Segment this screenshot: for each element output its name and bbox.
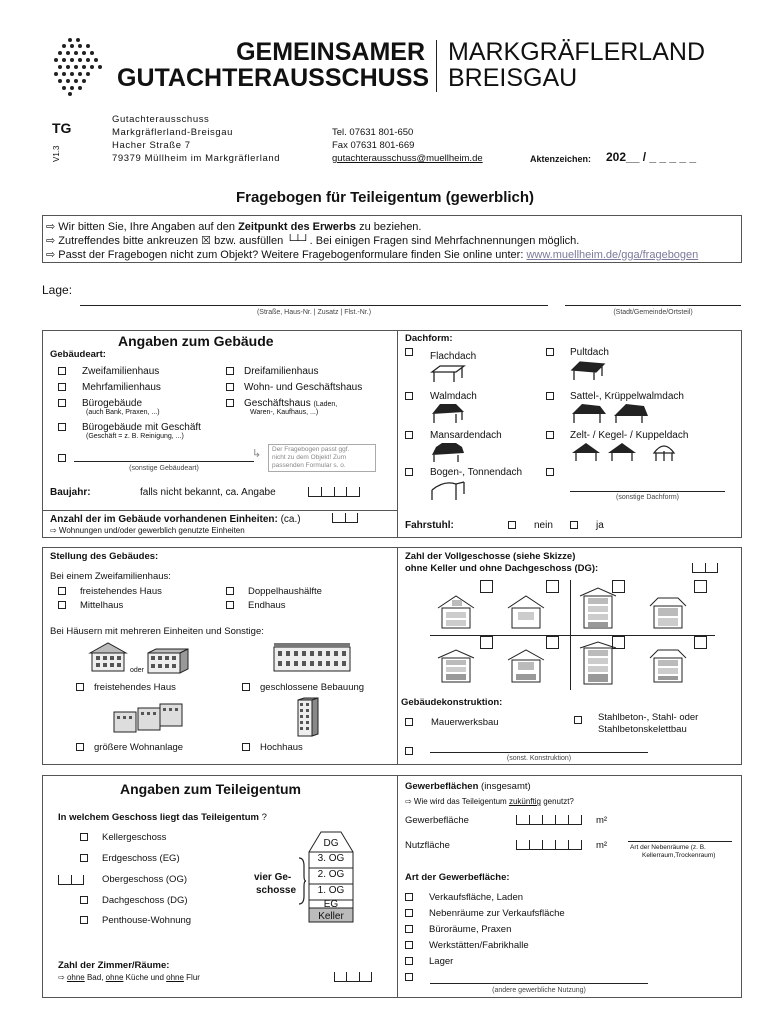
baujahr-label: Baujahr:: [50, 487, 91, 498]
section-divider: [397, 547, 398, 765]
sketch-house-2-icon: [506, 594, 546, 630]
checkbox[interactable]: [405, 909, 413, 917]
geschoss-question-mark: ?: [258, 812, 267, 823]
checkbox[interactable]: [226, 367, 234, 375]
checkbox[interactable]: [546, 392, 554, 400]
option-label: ja: [596, 520, 604, 531]
option-bueroraeume[interactable]: [405, 924, 511, 935]
checkbox[interactable]: [226, 601, 234, 609]
stellung-label: Stellung des Gebäudes:: [50, 551, 159, 562]
option-pultdach[interactable]: [546, 347, 558, 358]
address-line1: Gutachterausschuss: [112, 114, 210, 125]
sketch-house-4-icon: [648, 594, 688, 630]
checkbox[interactable]: [58, 587, 66, 595]
option-label: Mittelhaus: [80, 600, 124, 611]
checkbox[interactable]: [80, 833, 88, 841]
option-werkstaetten[interactable]: [405, 940, 529, 951]
floor-2og: 2. OG: [317, 869, 345, 880]
zimmer-bad: Bad,: [84, 973, 106, 982]
checkbox[interactable]: [570, 521, 578, 529]
oder-text: oder: [130, 667, 145, 674]
option-label: Endhaus: [248, 600, 286, 611]
instruction-1: [46, 220, 421, 233]
floor-eg: EG: [323, 899, 339, 910]
buero-gesch-sub: (Geschäft = z. B. Reinigung, ...): [86, 433, 184, 440]
title-line1-left: GEMEINSAMER: [236, 38, 425, 66]
option-sonstige-dachform[interactable]: [546, 467, 558, 478]
option-fahrstuhl-nein[interactable]: [508, 520, 553, 531]
zimmer-sub: [58, 973, 200, 982]
option-label: Mauerwerksbau: [431, 717, 499, 728]
option-label: Bürogebäude: [82, 398, 143, 409]
form-title: Fragebogen für Teileigentum (gewerblich): [235, 189, 535, 206]
satteldach-label: Sattel-, Krüppelwalmdach: [570, 391, 684, 402]
geschoss-question-bold: In welchem Geschoss liegt das Teileigentum: [58, 812, 259, 823]
block-house-icon: [146, 647, 190, 675]
checkbox[interactable]: [405, 925, 413, 933]
fax-number: Fax 07631 801-669: [332, 140, 415, 151]
floor-3og: 3. OG: [317, 853, 345, 864]
checkbox[interactable]: [58, 601, 66, 609]
floor-1og: 1. OG: [317, 885, 345, 896]
hint-box: [268, 444, 376, 472]
checkbox[interactable]: [546, 348, 554, 356]
option-label: Hochhaus: [260, 742, 303, 753]
digit-field-icon: └┴┘: [286, 235, 310, 247]
option-label: nein: [534, 520, 553, 531]
checkbox[interactable]: [76, 683, 84, 691]
forms-link[interactable]: www.muellheim.de/gga/fragebogen: [526, 249, 699, 261]
hint-arrow-icon: ↳: [252, 448, 262, 460]
sonstige-gebaeude-input[interactable]: [74, 452, 254, 462]
city-input[interactable]: [565, 296, 741, 306]
hint-box-line3: passenden Formular s. o.: [272, 462, 346, 469]
checkbox[interactable]: [405, 718, 413, 726]
konstruktion-label: Gebäudekonstruktion:: [401, 697, 503, 708]
option-label: Nebenräume zur Verkaufsfläche: [429, 908, 565, 919]
option-label: Doppelhaushälfte: [248, 586, 322, 597]
freistehend-house-icon: [86, 641, 130, 673]
checkbox[interactable]: [508, 521, 516, 529]
section-divider: [397, 775, 398, 998]
baujahr-input[interactable]: [308, 487, 360, 497]
sketch-house-6-icon: [506, 648, 546, 684]
sketch-house-5-icon: [436, 648, 476, 684]
option-label: größere Wohnanlage: [94, 742, 184, 753]
option-wohnanlage[interactable]: [76, 742, 183, 753]
vier-geschosse-2: schosse: [256, 885, 297, 896]
stahlbeton-line1: Stahlbeton-, Stahl- oder: [598, 712, 699, 723]
zeltdach-label: Zelt- / Kegel- / Kuppeldach: [570, 430, 689, 441]
sketch-checkbox-4[interactable]: [694, 580, 707, 593]
teileigentum-title: Angaben zum Teileigentum: [120, 781, 301, 797]
option-zeltdach[interactable]: [546, 430, 558, 441]
instruction-2: [46, 234, 579, 247]
vollgeschosse-label2: ohne Keller und ohne Dachgeschoss (DG):: [405, 563, 599, 574]
option-bogendach[interactable]: [405, 467, 417, 478]
gewerbeflaeche-input[interactable]: [516, 815, 582, 825]
floor-dg: DG: [323, 838, 339, 849]
walmdach-label: Walmdach: [430, 391, 477, 402]
option-doppelhaushaelfte[interactable]: [226, 586, 322, 597]
checkbox[interactable]: [58, 454, 66, 462]
checkbox[interactable]: [226, 383, 234, 391]
option-walmdach[interactable]: [405, 391, 417, 402]
option-label: Zweifamilienhaus: [82, 366, 160, 377]
gebaeude-title: Angaben zum Gebäude: [118, 333, 274, 349]
gewerbeflaeche-unit: m²: [596, 815, 608, 826]
option-endhaus[interactable]: [226, 600, 286, 611]
option-geschlossen[interactable]: [242, 682, 364, 693]
bogendach-label: Bogen-, Tonnendach: [430, 467, 523, 478]
option-label: Dachgeschoss (DG): [102, 895, 188, 906]
title-line2-right: BREISGAU: [448, 64, 578, 92]
checkbox[interactable]: [80, 916, 88, 924]
checkbox[interactable]: [405, 973, 413, 981]
instruction-2-mid: bzw. ausfüllen: [211, 235, 287, 247]
stellung-zweifam: Bei einem Zweifamilienhaus:: [50, 571, 171, 582]
checkbox[interactable]: [80, 854, 88, 862]
option-label: Verkaufsfläche, Laden: [429, 892, 524, 903]
instruction-2-text: ⇨ Zutreffendes bitte ankreuzen: [46, 235, 202, 247]
stahlbeton-line2: Stahlbetonskelettbau: [598, 724, 687, 735]
nebenraeume-hint-2: Kellerraum,Trockenraum): [642, 852, 716, 859]
option-erdgeschoss[interactable]: [80, 853, 180, 864]
anzahl-ca: (ca.): [277, 514, 301, 525]
option-dreifamilienhaus[interactable]: [226, 366, 318, 377]
option-flachdach[interactable]: [405, 347, 417, 358]
mansardendach-icon: [430, 441, 466, 463]
zimmer-arrow: ⇨: [58, 973, 67, 982]
sketch-checkbox-5[interactable]: [480, 636, 493, 649]
nutzflaeche-input[interactable]: [516, 840, 582, 850]
checkbox[interactable]: [405, 392, 413, 400]
option-fahrstuhl-ja[interactable]: [570, 520, 604, 531]
option-verkaufsflaeche[interactable]: [405, 892, 523, 903]
option-wohn-geschaeftshaus[interactable]: [226, 382, 362, 393]
nutzflaeche-unit: m²: [596, 840, 608, 851]
option-penthouse[interactable]: [80, 915, 191, 926]
checkbox[interactable]: [58, 423, 66, 431]
row-divider: [42, 510, 397, 511]
form-code: TG: [52, 120, 72, 136]
geschoss-question: [58, 812, 267, 823]
option-dachgeschoss[interactable]: [80, 895, 188, 906]
geschaeft-sub1: (Laden,: [313, 401, 338, 408]
nutzflaeche-label: Nutzfläche: [405, 840, 450, 851]
option-label: Büroräume, Praxen: [429, 924, 512, 935]
wohnanlage-icon: [112, 698, 184, 734]
logo-dots-icon: [50, 36, 112, 98]
form-version: V1.3: [52, 145, 61, 162]
sketch-checkbox-1[interactable]: [480, 580, 493, 593]
dachform-label: Dachform:: [405, 333, 453, 344]
zimmer-ohne-2: ohne: [105, 973, 124, 982]
pultdach-icon: [570, 360, 606, 382]
instruction-3: [46, 248, 698, 261]
checkbox[interactable]: [405, 941, 413, 949]
buero-sub: (auch Bank, Praxen, ...): [86, 409, 160, 416]
option-sonst-konstruktion[interactable]: [405, 746, 417, 757]
option-label: Bürogebäude mit Geschäft: [82, 422, 201, 433]
checkbox[interactable]: [58, 367, 66, 375]
instruction-1-text: ⇨ Wir bitten Sie, Ihre Angaben auf den: [46, 221, 239, 233]
title-line2-left: GUTACHTERAUSSCHUSS: [117, 64, 430, 92]
section-divider: [397, 330, 398, 538]
checkbox[interactable]: [405, 957, 413, 965]
checkbox[interactable]: [405, 468, 413, 476]
option-zweifamilienhaus[interactable]: [58, 366, 159, 377]
zimmer-kueche: Küche und: [123, 973, 167, 982]
instruction-2-end: . Bei einigen Fragen sind Mehrfachnennungen möglich.: [309, 235, 580, 247]
option-hochhaus[interactable]: [242, 742, 303, 753]
andere-nutzung-input[interactable]: [430, 976, 648, 984]
option-mehrfamilienhaus[interactable]: [58, 382, 161, 393]
option-label: Mehrfamilienhaus: [82, 382, 161, 393]
checkbox[interactable]: [405, 747, 413, 755]
hint-box-line1: Der Fragebogen passt ggf.: [272, 446, 350, 453]
sonstige-dachform-hint: (sonstige Dachform): [615, 494, 680, 501]
hochhaus-icon: [294, 696, 320, 738]
gewerbe-sub: [405, 797, 574, 806]
baujahr-text: falls nicht bekannt, ca. Angabe: [140, 487, 276, 498]
checkbox[interactable]: [58, 399, 66, 407]
zimmer-flur: Flur: [183, 973, 200, 982]
zimmer-ohne-1: ohne: [66, 973, 85, 982]
gewerbe-label-rest: (insgesamt): [478, 781, 531, 792]
gewerbe-sub-b: genutzt?: [540, 797, 574, 806]
anzahl-einheiten: [50, 514, 301, 525]
sketch-house-1-icon: [436, 594, 476, 630]
anzahl-sub: ⇨ Wohnungen und/oder gewerblich genutzte Einheiten: [50, 526, 245, 535]
option-satteldach[interactable]: [546, 391, 558, 402]
option-geschaeftshaus[interactable]: [226, 398, 337, 409]
email-link[interactable]: gutachterausschuss@muellheim.de: [332, 153, 483, 164]
option-label: Lager: [429, 956, 454, 967]
checkbox[interactable]: [546, 431, 554, 439]
option-label: Geschäftshaus: [244, 398, 311, 409]
checkbox[interactable]: [242, 683, 250, 691]
checkbox[interactable]: [226, 587, 234, 595]
option-kellergeschoss[interactable]: [80, 832, 166, 843]
option-label: freistehendes Haus: [80, 586, 162, 597]
instruction-3-text: ⇨ Passt der Fragebogen nicht zum Objekt? Weitere Fragebogenformulare finden Sie online unter:: [46, 249, 527, 261]
gewerbeart-label: Art der Gewerbefläche:: [405, 872, 510, 883]
gebaeudeart-label: Gebäudeart:: [50, 349, 106, 360]
address-line3: Hacher Straße 7: [112, 140, 191, 151]
option-sonstige-gebaeude[interactable]: [58, 453, 70, 464]
sketch-house-8-icon: [648, 648, 688, 684]
option-andere-nutzung[interactable]: [405, 972, 417, 983]
checkbox[interactable]: [58, 383, 66, 391]
option-label: Erdgeschoss (EG): [102, 853, 180, 864]
phone-number: Tel. 07631 801-650: [332, 127, 414, 138]
geschaeft-sub2: Waren-, Kaufhaus, ...): [250, 409, 319, 416]
floor-keller: Keller: [318, 911, 344, 922]
zeltdach-icon: [570, 441, 690, 463]
lage-label: Lage:: [42, 283, 73, 297]
andere-nutzung-hint: (andere gewerbliche Nutzung): [492, 987, 586, 994]
sketch-house-3-icon: [578, 586, 618, 630]
checkbox[interactable]: [242, 743, 250, 751]
sketch-checkbox-8[interactable]: [694, 636, 707, 649]
zimmer-label: Zahl der Zimmer/Räume:: [58, 960, 170, 971]
option-label: freistehendes Haus: [94, 682, 176, 693]
option-stahlbeton[interactable]: [574, 715, 586, 726]
option-mauerwerksbau[interactable]: [405, 717, 499, 728]
address-line4: 79379 Müllheim im Markgräflerland: [112, 153, 281, 164]
zimmer-ohne-3: ohne: [166, 973, 184, 982]
option-buerogebaeude[interactable]: [58, 398, 142, 409]
crossed-checkbox-icon: ☒: [201, 235, 212, 247]
walmdach-icon: [430, 402, 466, 424]
flachdach-label: Flachdach: [430, 351, 477, 362]
sonstige-dachform-input[interactable]: [570, 482, 725, 492]
sonst-konstruktion-hint: (sonst. Konstruktion): [506, 755, 572, 762]
vier-geschosse-1: vier Ge-: [254, 872, 292, 883]
sketch-checkbox-2[interactable]: [546, 580, 559, 593]
option-lager[interactable]: [405, 956, 453, 967]
street-input[interactable]: [80, 296, 548, 306]
sketch-checkbox-6[interactable]: [546, 636, 559, 649]
gewerbeflaeche-label: Gewerbefläche: [405, 815, 469, 826]
sketch-house-7-icon: [578, 640, 618, 686]
anzahl-label: Anzahl der im Gebäude vorhandenen Einheiten:: [50, 514, 278, 525]
mansardendach-label: Mansardendach: [430, 430, 502, 441]
sonst-konstruktion-input[interactable]: [430, 743, 648, 753]
sonstige-gebaeude-hint: (sonstige Gebäudeart): [129, 465, 199, 472]
checkbox[interactable]: [405, 348, 413, 356]
sketch-grid-h: [430, 635, 715, 636]
option-label: Wohn- und Geschäftshaus: [244, 382, 363, 393]
option-nebenraeume[interactable]: [405, 908, 565, 919]
checkbox[interactable]: [574, 716, 582, 724]
city-hint: (Stadt/Gemeinde/Ortsteil): [613, 309, 693, 316]
title-divider: [436, 40, 437, 92]
checkbox[interactable]: [405, 893, 413, 901]
gewerbe-label-bold: Gewerbeflächen: [405, 781, 479, 792]
checkbox[interactable]: [76, 743, 84, 751]
gewerbe-label: [405, 781, 531, 792]
aktenzeichen-field[interactable]: 202__ / _ _ _ _ _: [606, 150, 697, 164]
option-freistehend[interactable]: [58, 586, 162, 597]
gewerbe-sub-underline: zukünftig: [508, 797, 541, 806]
address-line2: Markgräflerland-Breisgau: [112, 127, 234, 138]
vollgeschosse-input[interactable]: [692, 563, 718, 573]
stellung-mehrere: Bei Häusern mit mehreren Einheiten und Sonstige:: [50, 626, 264, 637]
flachdach-icon: [430, 364, 466, 384]
vollgeschosse-label1: Zahl der Vollgeschosse (siehe Skizze): [405, 551, 576, 562]
anzahl-input[interactable]: [332, 513, 358, 523]
option-mittelhaus[interactable]: [58, 600, 123, 611]
zimmer-input[interactable]: [334, 972, 372, 982]
checkbox[interactable]: [226, 399, 234, 407]
option-label: Werkstätten/Fabrikhalle: [429, 940, 529, 951]
checkbox[interactable]: [80, 896, 88, 904]
option-buero-mit-geschaeft[interactable]: [58, 422, 201, 433]
hint-box-line2: nicht zu dem Objekt! Zum: [272, 454, 347, 461]
option-freistehend-mehrere[interactable]: [76, 682, 176, 693]
title-line1-right: MARKGRÄFLERLAND: [448, 38, 705, 66]
fahrstuhl-label: Fahrstuhl:: [405, 520, 454, 531]
pultdach-label: Pultdach: [570, 347, 609, 358]
option-label: geschlossene Bebauung: [260, 682, 365, 693]
option-label: Penthouse-Wohnung: [102, 915, 192, 926]
street-hint: (Straße, Haus-Nr. | Zusatz | Flst.-Nr.): [256, 309, 372, 316]
instruction-1-bold: Zeitpunkt des Erwerbs: [238, 221, 357, 233]
instruction-1-end: zu beziehen.: [356, 221, 422, 233]
gewerbe-sub-a: ⇨ Wie wird das Teileigentum: [405, 797, 509, 806]
obergeschoss-label: Obergeschoss (OG): [102, 874, 187, 885]
checkbox[interactable]: [405, 431, 413, 439]
nebenraeume-input[interactable]: [628, 834, 732, 842]
option-mansardendach[interactable]: [405, 430, 417, 441]
aktenzeichen-label: Aktenzeichen:: [530, 154, 592, 164]
bogendach-icon: [430, 480, 466, 502]
checkbox[interactable]: [546, 468, 554, 476]
option-label: Kellergeschoss: [102, 832, 167, 843]
satteldach-icon: [570, 402, 650, 424]
geschlossen-house-icon: [272, 641, 352, 673]
nebenraeume-hint-1: Art der Nebenräume (z. B.: [630, 844, 706, 851]
obergeschoss-input[interactable]: [58, 875, 84, 885]
option-label: Dreifamilienhaus: [244, 366, 319, 377]
